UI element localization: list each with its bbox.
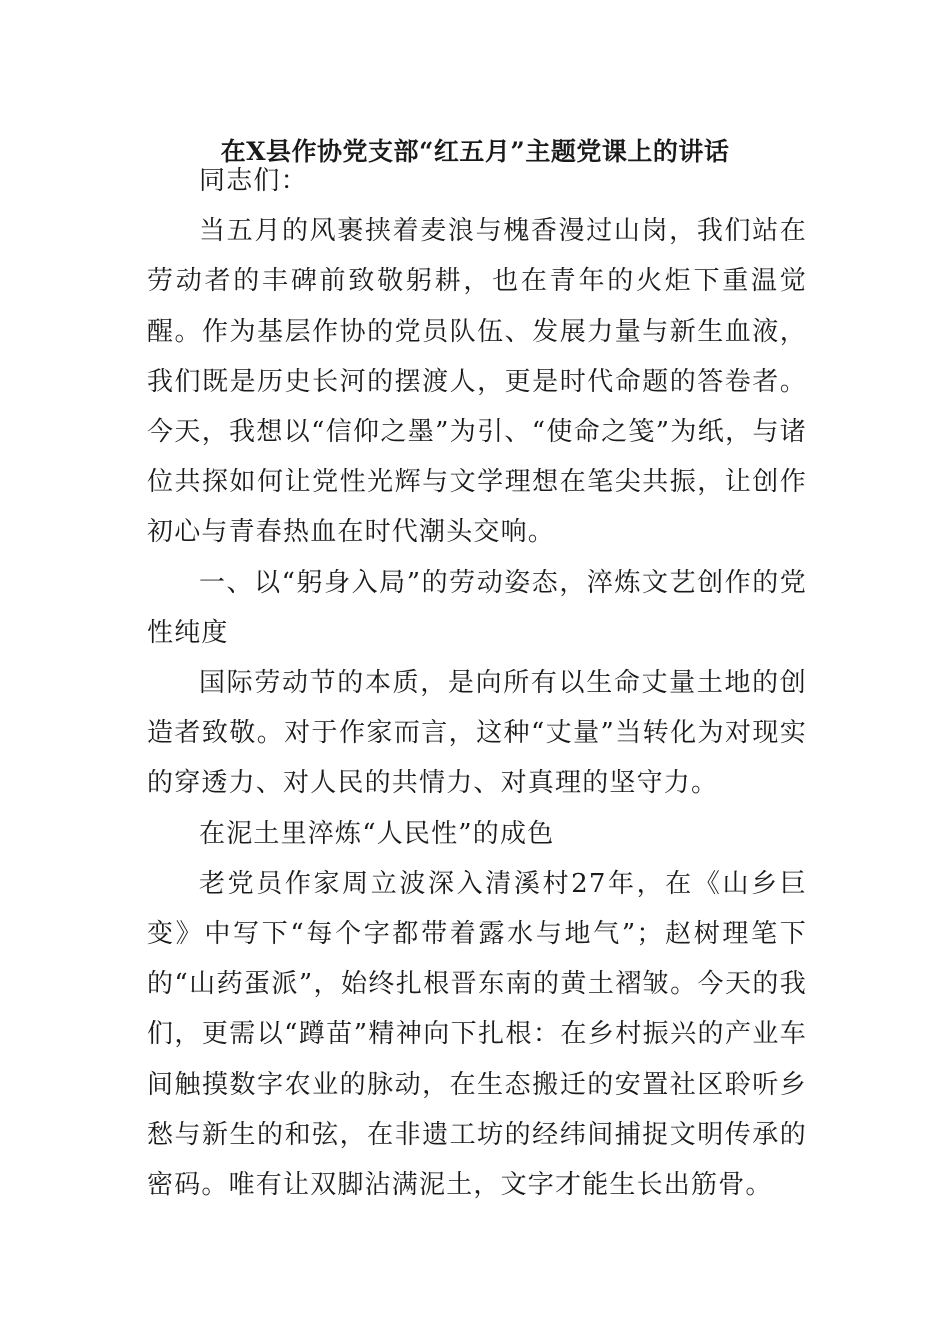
document-title: 在X县作协党支部“红五月”主题党课上的讲话 [220, 137, 730, 166]
subsection-heading: 在泥土里淬炼“人民性”的成色 [199, 818, 555, 849]
body-paragraph: 国际劳动节的本质，是向所有以生命丈量土地的创造者致敬。对于作家而言，这种“丈量”当转化为对现实的穿透力、对人民的共情力、对真理的坚守力。 [147, 668, 807, 799]
document-body [147, 156, 807, 1210]
salutation: 同志们： [199, 166, 308, 196]
body-paragraph: 老党员作家周立波深入清溪村27年，在《山乡巨变》中写下“每个字都带着露水与地气”；赵树理笔下的“山药蛋派”，始终扎根晋东南的黄土褶皱。今天的我们，更需以“蹲苗”精神向下扎根：在乡村振兴的产业车间触摸数字农业的脉动，在生态搬迁的安置社区聆听乡愁与新生的和弦，在非遗工坊的经纬间捕捉文明传承的密码。唯有让双脚沾满泥土，文字才能生长出筋骨。 [147, 868, 807, 1201]
body-paragraph: 当五月的风裹挟着麦浪与槐香漫过山岗，我们站在劳动者的丰碑前致敬躬耕，也在青年的火炬下重温觉醒。作为基层作协的党员队伍、发展力量与新生血液，我们既是历史长河的摆渡人，更是时代命题的答卷者。今天，我想以“信仰之墨”为引、“使命之笺”为纸，与诸位共探如何让党性光辉与文学理想在笔尖共振，让创作初心与青春热血在时代潮头交响。 [147, 216, 807, 548]
section-heading: 一、以“躬身入局”的劳动姿态，淬炼文艺创作的党性纯度 [147, 567, 807, 648]
